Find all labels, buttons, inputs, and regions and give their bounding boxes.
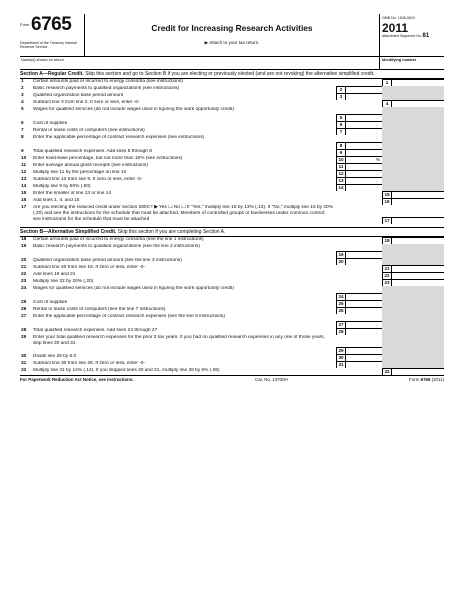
box-line-number: 31	[337, 362, 346, 368]
section-b-text: Skip this section if you are completing Section A.	[116, 229, 226, 235]
line-description: Subtract line 30 from line 28. If zero or less, enter -0-	[33, 361, 145, 366]
form-line-8	[20, 135, 444, 149]
sub-column	[336, 314, 382, 328]
line-description: Subtract line 3 from line 2. If zero or less, enter -0-	[33, 100, 140, 105]
section-b-title: Section B—Alternative Simplified Credit.	[20, 229, 117, 235]
box-line-number: 18	[383, 238, 392, 244]
amount-field-line-27[interactable]	[336, 321, 382, 328]
amount-field-line-18[interactable]	[382, 237, 444, 244]
sub-column	[336, 184, 382, 191]
line-number: 7	[21, 128, 24, 133]
amount-column	[382, 361, 444, 368]
form-line-2	[20, 86, 444, 93]
amount-field-line-9[interactable]	[336, 149, 382, 156]
form-line-6	[20, 121, 444, 128]
box-line-number: 10	[337, 157, 346, 163]
box-line-number: 13	[337, 178, 346, 184]
amount-column	[382, 258, 444, 265]
line-number: 5	[21, 107, 24, 112]
box-line-number: 8	[337, 143, 346, 149]
amount-column	[382, 307, 444, 314]
sub-column	[336, 286, 382, 300]
section-a-heading	[20, 70, 444, 79]
form-line-28	[20, 328, 444, 335]
amount-column	[382, 300, 444, 307]
amount-column	[382, 191, 444, 198]
amount-field-line-24[interactable]	[336, 293, 382, 300]
amount-field-line-20[interactable]	[336, 258, 382, 265]
amount-column	[382, 93, 444, 100]
sub-column	[336, 93, 382, 100]
amount-field-line-6[interactable]	[336, 121, 382, 128]
sub-column	[336, 328, 382, 335]
form-number: 6765	[31, 14, 72, 35]
line-description: Certain amounts paid or incurred to energy consortia (see the line 1 instructions)	[33, 237, 204, 242]
line-number: 32	[21, 368, 27, 373]
form-line-19	[20, 244, 444, 258]
line-description: Basic research payments to qualified organizations (see the line 2 instructions)	[33, 244, 200, 249]
line-description: Add lines 18 and 21	[33, 272, 76, 277]
name-field[interactable]	[20, 57, 380, 69]
section-a-title: Section A—Regular Credit.	[20, 71, 84, 77]
form-line-10	[20, 156, 444, 163]
box-line-number: 7	[337, 129, 346, 135]
box-line-number: 26	[337, 308, 346, 314]
amount-field-line-22[interactable]	[382, 272, 444, 279]
form-line-20	[20, 258, 444, 265]
form-label: Form	[20, 22, 30, 27]
amount-value: %	[375, 157, 380, 162]
sub-column	[336, 86, 382, 93]
sub-column	[336, 272, 382, 279]
amount-column	[382, 244, 444, 258]
form-line-26	[20, 307, 444, 314]
sub-column	[336, 361, 382, 368]
sub-column	[336, 121, 382, 128]
line-number: 19	[21, 244, 27, 249]
amount-column	[382, 184, 444, 191]
box-line-number: 17	[383, 218, 392, 224]
line-number: 8	[21, 135, 24, 140]
amount-column	[382, 286, 444, 300]
form-line-32	[20, 368, 444, 375]
amount-field-line-7[interactable]	[336, 128, 382, 135]
form-line-24	[20, 286, 444, 300]
form-line-25	[20, 300, 444, 307]
line-number: 2	[21, 86, 24, 91]
line-description: Enter the applicable percentage of contract research expenses (see instructions)	[33, 135, 205, 140]
box-line-number: 15	[383, 192, 392, 198]
form-line-14	[20, 184, 444, 191]
amount-column	[382, 135, 444, 149]
sub-column	[336, 307, 382, 314]
line-description: Cost of supplies	[33, 121, 68, 126]
line-number: 15	[21, 191, 27, 196]
line-number: 23	[21, 279, 27, 284]
line-number: 28	[21, 328, 27, 333]
form-line-22	[20, 272, 444, 279]
line-description: Qualified organization base period amount (see the line 3 instructions)	[33, 258, 182, 263]
line-description: Wages for qualified services (do not include wages used in figuring the work opportunity credit)	[33, 107, 234, 112]
sub-column	[336, 107, 382, 121]
amount-column	[382, 100, 444, 107]
box-line-number: 25	[337, 301, 346, 307]
line-number: 1	[21, 79, 24, 84]
amount-field-line-14[interactable]	[336, 184, 382, 191]
box-line-number: 21	[383, 266, 392, 272]
line-description: Total qualified research expenses. Add lines 5 through 8	[33, 149, 152, 154]
form-line-16	[20, 198, 444, 205]
amount-column	[382, 170, 444, 177]
box-line-number: 6	[337, 122, 346, 128]
sequence-label: Attachment Sequence No.	[382, 34, 422, 38]
box-line-number: 29	[337, 348, 346, 354]
form-title: Credit for Increasing Research Activities	[151, 23, 313, 33]
line-number: 25	[21, 300, 27, 305]
amount-column	[382, 265, 444, 272]
box-line-number: 16	[383, 199, 392, 205]
amount-value	[392, 218, 444, 224]
amount-column	[382, 354, 444, 361]
sub-column	[336, 258, 382, 265]
sub-column	[336, 156, 382, 163]
form-line-23	[20, 279, 444, 286]
box-line-number: 5	[337, 115, 346, 121]
form-title-block	[84, 14, 380, 56]
line-description: Add lines 1, 4, and 15	[33, 198, 80, 203]
omb-number: OMB No. 1545-0619	[382, 16, 415, 20]
line-description: Enter the smaller of line 13 or line 14	[33, 191, 112, 196]
line-number: 29	[21, 335, 27, 340]
form-line-18	[20, 237, 444, 244]
box-line-number: 2	[337, 87, 346, 93]
amount-column	[382, 279, 444, 286]
amount-field-line-26[interactable]	[336, 307, 382, 314]
line-description: Subtract line 12 from line 9. If zero or less, enter -0-	[33, 177, 143, 182]
line-description: Certain amounts paid or incurred to energy consortia (see instructions)	[33, 79, 183, 84]
form-line-9	[20, 149, 444, 156]
line-description: Multiply line 9 by 50% (.50)	[33, 184, 91, 189]
omb-block	[382, 14, 444, 38]
section-b-heading	[20, 227, 444, 237]
amount-column	[382, 149, 444, 156]
box-line-number: 20	[337, 259, 346, 265]
amount-field-line-2[interactable]	[336, 86, 382, 93]
amount-field-line-28[interactable]	[336, 328, 382, 335]
sub-column	[336, 100, 382, 107]
box-line-number: 22	[383, 273, 392, 279]
sub-column	[336, 135, 382, 149]
amount-field-line-21[interactable]	[382, 265, 444, 272]
form-line-31	[20, 361, 444, 368]
form-line-7	[20, 128, 444, 135]
form-page	[20, 14, 444, 382]
box-line-number: 14	[337, 185, 346, 191]
line-description: Wages for qualified services (do not include wages used in figuring the work opportunity credit)	[33, 286, 234, 291]
paperwork-notice: For Paperwork Reduction Act Notice, see instructions.	[20, 377, 134, 382]
line-description: Subtract line 20 from line 19. If zero or less, enter -0-	[33, 265, 145, 270]
amount-column	[382, 368, 444, 375]
sequence-number: 81	[422, 33, 430, 39]
amount-column	[382, 177, 444, 184]
amount-field-line-29[interactable]	[336, 347, 382, 354]
amount-column	[382, 335, 444, 354]
line-description: Rental or lease costs of computers (see instructions)	[33, 128, 145, 133]
line-description: Divide line 29 by 6.0	[33, 354, 77, 359]
attachment-sequence	[382, 34, 444, 38]
form-line-1	[20, 79, 444, 86]
sub-column	[336, 149, 382, 156]
tax-year: 2011	[382, 21, 409, 35]
line-number: 17	[21, 205, 27, 210]
amount-column	[382, 205, 444, 224]
form-line-17	[20, 205, 444, 224]
catalog-number: Cat. No. 13700H	[254, 377, 288, 382]
line-number: 4	[21, 100, 24, 105]
amount-column	[382, 314, 444, 328]
amount-field-line-19[interactable]	[336, 251, 382, 258]
amount-column	[382, 237, 444, 244]
line-description: Enter fixed-base percentage, but not more than 16% (see instructions)	[33, 156, 183, 161]
sub-column	[336, 368, 382, 375]
identifying-number-field[interactable]	[380, 57, 444, 69]
line-number: 24	[21, 286, 27, 291]
amount-field-line-4[interactable]	[382, 100, 444, 107]
line-description: Are you electing the reduced credit under section 280C? ▶ Yes ☐ No ☐ If "Yes," multiply line 16 by 13% (.13). If "No," multiply line 16 by 20% (.20) and see the instructions for the schedule that must be attached. Members of controlled groups or businesses under common control: see instructions for the schedule that must be attached	[33, 205, 333, 223]
identifying-number-label: Identifying number	[382, 58, 417, 62]
sub-column	[336, 237, 382, 244]
box-line-number: 32	[383, 369, 392, 375]
section-a-lines	[20, 79, 444, 224]
amount-field-line-12[interactable]	[336, 170, 382, 177]
amount-field-line-11[interactable]	[336, 163, 382, 170]
amount-column	[382, 156, 444, 163]
box-line-number: 11	[337, 164, 346, 170]
sub-column	[336, 170, 382, 177]
sub-column	[336, 279, 382, 286]
line-number: 3	[21, 93, 24, 98]
amount-field-line-30[interactable]	[336, 354, 382, 361]
department-label: Department of the Treasury Internal Revenue Service	[20, 41, 77, 50]
line-number: 6	[21, 121, 24, 126]
line-number: 30	[21, 354, 27, 359]
line-description: Basic research payments to qualified organizations (see instructions)	[33, 86, 180, 91]
line-number: 10	[21, 156, 27, 161]
line-description: Qualified organization base period amount	[33, 93, 124, 98]
line-number: 22	[21, 272, 27, 277]
line-description: Enter the applicable percentage of contract research expenses (see the line 8 instructions)	[33, 314, 225, 319]
amount-column	[382, 121, 444, 128]
line-description: Rental or lease costs of computers (see the line 7 instructions)	[33, 307, 166, 312]
form-line-21	[20, 265, 444, 272]
amount-field-line-32[interactable]	[382, 368, 444, 375]
form-line-27	[20, 314, 444, 328]
sub-column	[336, 128, 382, 135]
sub-column	[336, 244, 382, 258]
box-line-number: 30	[337, 355, 346, 361]
form-footer-id: Form 6765 (2011)	[409, 377, 444, 382]
name-label: Name(s) shown on return	[21, 58, 64, 62]
form-line-15	[20, 191, 444, 198]
line-description: Enter your total qualified research expenses for the prior 3 tax years. If you had no qualified research expenses in any one of those years, skip lines 30 and 31	[33, 335, 325, 347]
amount-field-line-1[interactable]	[382, 79, 444, 86]
line-description: Multiply line 31 by 14% (.14). If you skipped lines 30 and 31, multiply line 28 by 6% (.06)	[33, 368, 220, 373]
line-number: 21	[21, 265, 27, 270]
line-description: Total qualified research expenses. Add lines 24 through 27	[33, 328, 158, 333]
amount-field-line-23[interactable]	[382, 279, 444, 286]
form-line-12	[20, 170, 444, 177]
line-number: 13	[21, 177, 27, 182]
form-line-29	[20, 335, 444, 354]
sub-column	[336, 265, 382, 272]
box-line-number: 3	[337, 94, 346, 100]
box-line-number: 23	[383, 280, 392, 286]
box-line-number: 4	[383, 101, 392, 107]
form-line-11	[20, 163, 444, 170]
amount-field-line-31[interactable]	[336, 361, 382, 368]
amount-field-line-16[interactable]	[382, 198, 444, 205]
form-footer	[20, 375, 444, 382]
name-row	[20, 57, 444, 70]
line-number: 11	[21, 163, 27, 168]
amount-field-line-25[interactable]	[336, 300, 382, 307]
amount-column	[382, 79, 444, 86]
section-a-text: Skip this section and go to Section B if you are electing or previously elected (and are not revoking) the alternative simplified credit.	[83, 71, 375, 77]
form-line-3	[20, 93, 444, 100]
amount-field-line-5[interactable]	[336, 114, 382, 121]
line-number: 12	[21, 170, 27, 175]
sub-column	[336, 79, 382, 86]
line-number: 26	[21, 307, 27, 312]
amount-field-line-15[interactable]	[382, 191, 444, 198]
line-number: 27	[21, 314, 27, 319]
box-line-number: 1	[383, 80, 392, 86]
form-header	[20, 14, 444, 57]
sub-column	[336, 300, 382, 307]
box-line-number: 12	[337, 171, 346, 177]
sub-column	[336, 335, 382, 354]
form-line-5	[20, 107, 444, 121]
line-number: 18	[21, 237, 27, 242]
amount-field-line-3[interactable]	[336, 93, 382, 100]
box-line-number: 9	[337, 150, 346, 156]
line-number: 16	[21, 198, 27, 203]
amount-field-line-10[interactable]	[336, 156, 382, 163]
form-line-30	[20, 354, 444, 361]
amount-value	[392, 369, 444, 375]
line-number: 31	[21, 361, 27, 366]
amount-field-line-8[interactable]	[336, 142, 382, 149]
sub-column	[336, 191, 382, 198]
sub-column	[336, 198, 382, 205]
box-line-number: 19	[337, 252, 346, 258]
sub-column	[336, 354, 382, 361]
sub-column	[336, 205, 382, 224]
amount-column	[382, 163, 444, 170]
amount-field-line-13[interactable]	[336, 177, 382, 184]
amount-column	[382, 107, 444, 121]
sub-column	[336, 163, 382, 170]
amount-field-line-17[interactable]	[382, 217, 444, 224]
line-number: 9	[21, 149, 24, 154]
line-number: 14	[21, 184, 27, 189]
section-b-lines	[20, 237, 444, 375]
attach-note: ▶ Attach to your tax return.	[204, 40, 260, 45]
amount-column	[382, 328, 444, 335]
form-line-4	[20, 100, 444, 107]
amount-column	[382, 86, 444, 93]
box-line-number: 28	[337, 329, 346, 335]
amount-column	[382, 198, 444, 205]
line-number: 20	[21, 258, 27, 263]
amount-column	[382, 272, 444, 279]
amount-column	[382, 128, 444, 135]
sub-column	[336, 177, 382, 184]
line-description: Cost of supplies	[33, 300, 68, 305]
form-line-13	[20, 177, 444, 184]
line-description: Enter average annual gross receipts (see instructions)	[33, 163, 148, 168]
line-description: Multiply line 11 by the percentage on line 10	[33, 170, 127, 175]
line-description: Multiply line 22 by 20% (.20)	[33, 279, 94, 284]
box-line-number: 24	[337, 294, 346, 300]
box-line-number: 27	[337, 322, 346, 328]
